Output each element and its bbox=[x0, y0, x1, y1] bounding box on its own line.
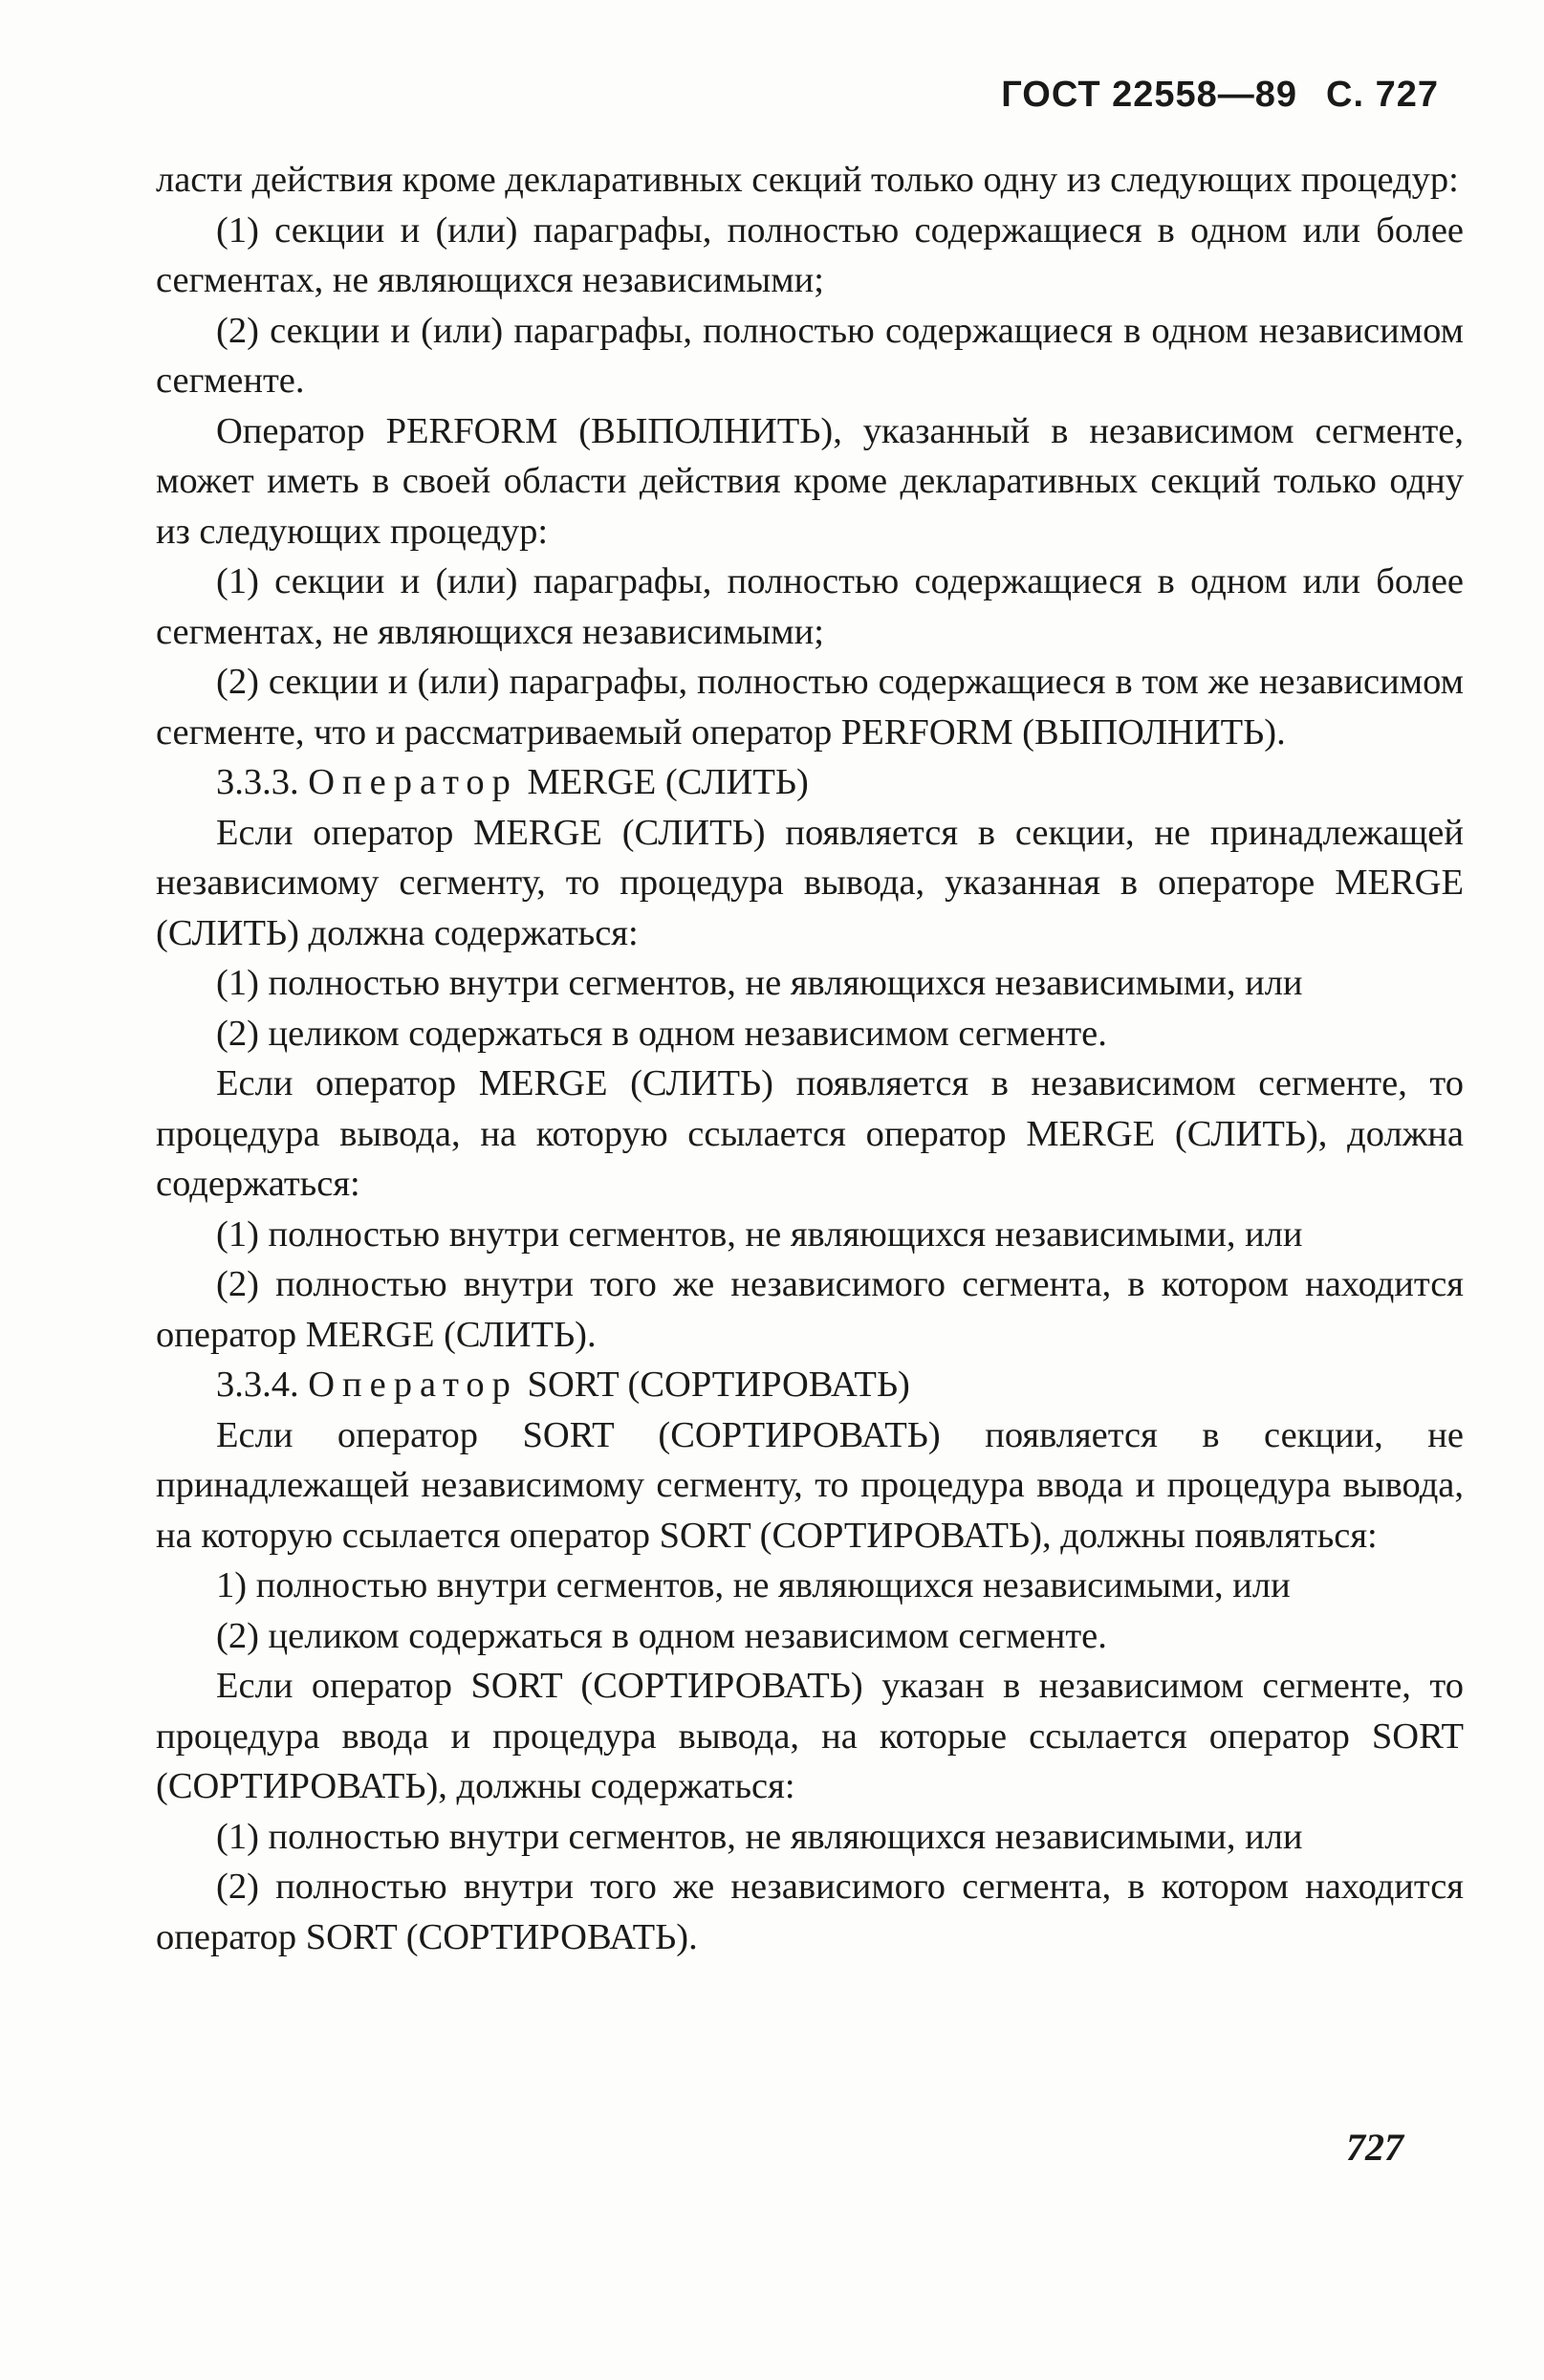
standard-designation: ГОСТ 22558—89 bbox=[1001, 75, 1298, 115]
paragraph: (1) секции и (или) параграфы, полностью содержащиеся в одном или более сегментах, не являющихся независимыми; bbox=[156, 561, 1464, 652]
paragraph: (2) целиком содержаться в одном независимом сегменте. bbox=[216, 1615, 1107, 1656]
paragraph: Оператор PERFORM (ВЫПОЛНИТЬ), указанный в независимом сегменте, может иметь в своей области действия кроме декларативных секций только одну из следующих процедур: bbox=[156, 410, 1464, 552]
paragraph: (2) полностью внутри того же независимого сегмента, в котором находится оператор SORT (СОРТИРОВАТЬ). bbox=[156, 1867, 1464, 1957]
paragraph: (1) полностью внутри сегментов, не являющихся независимыми, или bbox=[216, 1816, 1303, 1857]
paragraph: (2) секции и (или) параграфы, полностью содержащиеся в одном независимом сегменте. bbox=[156, 310, 1464, 401]
body-text bbox=[156, 155, 1464, 1962]
paragraph: Если оператор MERGE (СЛИТЬ) появляется в независимом сегменте, то процедура вывода, на которую ссылается оператор MERGE (СЛИТЬ), должна содержаться: bbox=[156, 1063, 1464, 1204]
paragraph: Если оператор SORT (СОРТИРОВАТЬ) указан в независимом сегменте, то процедура ввода и процедура вывода, на которые ссылается оператор SORT (СОРТИРОВАТЬ), должны содержаться: bbox=[156, 1666, 1464, 1806]
paragraph: 1) полностью внутри сегментов, не являющихся независимыми, или bbox=[216, 1565, 1291, 1605]
page-number: 727 bbox=[1346, 2126, 1403, 2169]
paragraph: (2) целиком содержаться в одном независимом сегменте. bbox=[216, 1013, 1107, 1054]
paragraph: Если оператор MERGE (СЛИТЬ) появляется в секции, не принадлежащей независимому сегменту, то процедура вывода, указанная в операторе MERGE (СЛИТЬ) должна содержаться: bbox=[156, 812, 1464, 953]
paragraph: (2) полностью внутри того же независимого сегмента, в котором находится оператор MERGE (СЛИТЬ). bbox=[156, 1264, 1464, 1355]
section-title-operator: SORT (СОРТИРОВАТЬ) bbox=[527, 1365, 910, 1405]
paragraph: (1) полностью внутри сегментов, не являющихся независимыми, или bbox=[216, 963, 1303, 1003]
paragraph: (2) секции и (или) параграфы, полностью содержащиеся в том же независимом сегменте, что и рассматриваемый оператор PERFORM (ВЫПОЛНИТЬ). bbox=[156, 662, 1464, 753]
paragraph: (1) секции и (или) параграфы, полностью содержащиеся в одном или более сегментах, не являющихся независимыми; bbox=[156, 209, 1464, 300]
section-number: 3.3.3. bbox=[216, 762, 299, 802]
paragraph: Если оператор SORT (СОРТИРОВАТЬ) появляется в секции, не принадлежащей независимому сегменту, то процедура ввода и процедура вывода, на которую ссылается оператор SORT (СОРТИРОВАТЬ), должны появляться: bbox=[156, 1414, 1464, 1556]
section-number: 3.3.4. bbox=[216, 1365, 299, 1405]
section-heading bbox=[156, 757, 1464, 808]
page-reference: С. 727 bbox=[1326, 75, 1439, 115]
section-title: Оператор bbox=[308, 1365, 518, 1405]
section-title: Оператор bbox=[308, 762, 518, 802]
section-heading bbox=[156, 1360, 1464, 1410]
paragraph: (1) полностью внутри сегментов, не являющихся независимыми, или bbox=[216, 1213, 1303, 1255]
section-title-operator: MERGE (СЛИТЬ) bbox=[527, 762, 809, 802]
paragraph-continued: ласти действия кроме декларативных секций только одну из следующих процедур: bbox=[156, 160, 1459, 200]
page-header bbox=[1001, 75, 1439, 116]
